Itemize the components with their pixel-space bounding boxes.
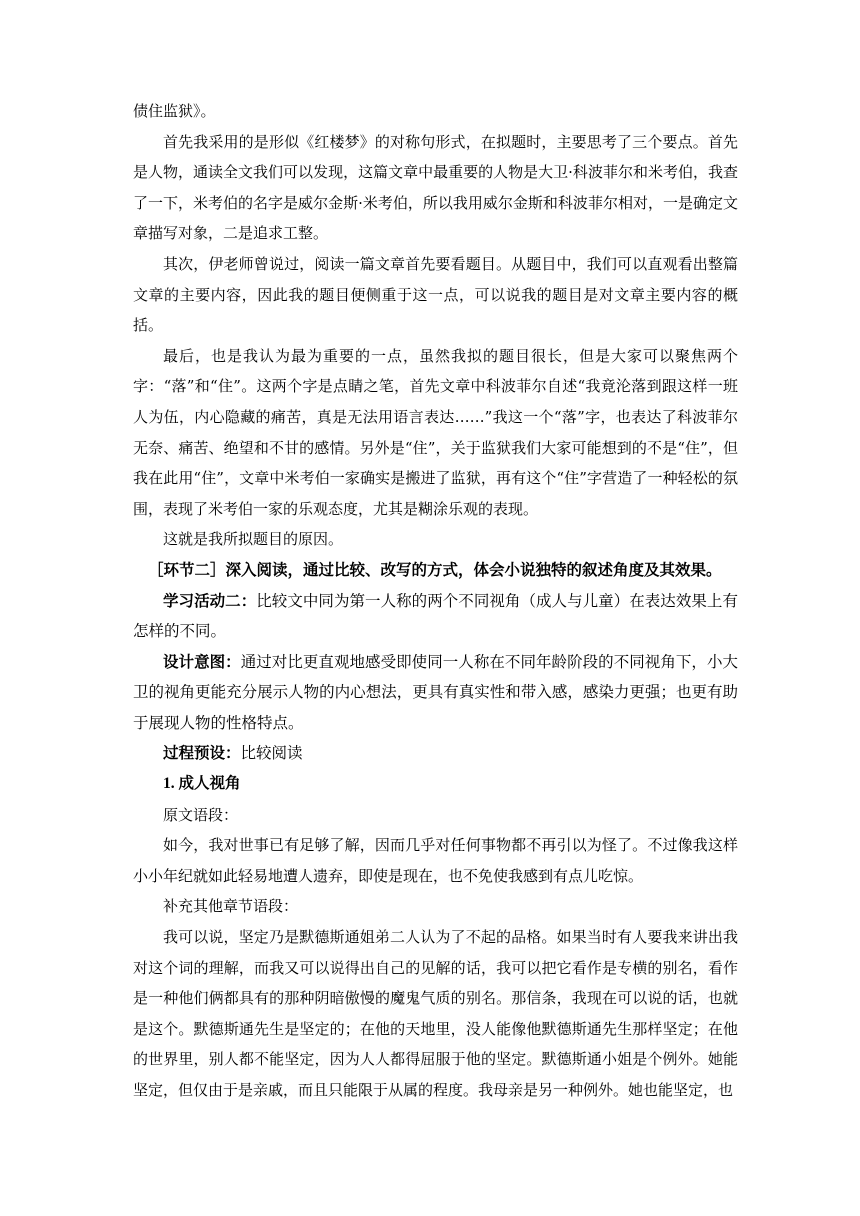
learning-activity-text: 比较文中同为第一人称的两个不同视角（成人与儿童）在表达效果上有怎样的不同。: [133, 591, 738, 641]
label-supplementary-excerpt: 补充其他章节语段：: [163, 897, 299, 916]
learning-activity-label: 学习活动二：: [163, 590, 257, 610]
design-intent: [133, 647, 738, 739]
paragraph-conclusion: 这就是我所拟题目的原因。: [163, 530, 344, 549]
paragraph-third-point: 最后，也是我认为最为重要的一点，虽然我拟的题目很长，但是大家可以聚焦两个字：“落”和“住”。这两个字是点睛之笔，首先文章中科波菲尔自述“我竟沦落到跟这样一班人为伍，内心隐藏的痛苦，真是无法用语言表达……”我这一个“落”字，也表达了科波菲尔无奈、痛苦、绝望和不甘的感情。另外是“住”，关于监狱我们大家可能想到的不是“住”，但我在此用“住”，文章中米考伯一家确实是搬进了监狱，再有这个“住”字营造了一种轻松的氛围，表现了米考伯一家的乐观态度，尤其是糊涂乐观的表现。: [133, 346, 738, 518]
quote-original-excerpt: 如今，我对世事已有足够了解，因而几乎对任何事物都不再引以为怪了。不过像我这样小小年纪就如此轻易地遭人遗弃，即使是现在，也不免使我感到有点儿吃惊。: [133, 836, 738, 885]
learning-activity-two: [133, 586, 738, 647]
design-intent-label: 设计意图：: [163, 651, 241, 671]
design-intent-text: 通过对比更直观地感受即使同一人称在不同年龄阶段的不同视角下，小大卫的视角更能充分展示人物的内心想法，更具有真实性和带入感，感染力更强；也更有助于展现人物的性格特点。: [133, 652, 738, 732]
paragraph-first-point: 首先我采用的是形似《红楼梦》的对称句形式，在拟题时，主要思考了三个要点。首先是人物，通读全文我们可以发现，这篇文章中最重要的人物是大卫·科波菲尔和米考伯，我查了一下，米考伯的名字是威尔金斯·米考伯，所以我用威尔金斯和科波菲尔相对，一是确定文章描写对象，二是追求工整。: [133, 132, 738, 243]
paragraph-continuation: 债住监狱》。: [133, 102, 216, 120]
quote-supplementary-excerpt: 我可以说，坚定乃是默德斯通姐弟二人认为了不起的品格。如果当时有人要我来讲出我对这个词的理解，而我又可以说得出自己的见解的话，我可以把它看作是专横的别名，看作是一种他们俩都具有的那种阴暗傲慢的魔鬼气质的别名。那信条，我现在可以说的话，也就是这个。默德斯通先生是坚定的；在他的天地里，没人能像他默德斯通先生那样坚定；在他的世界里，别人都不能坚定，因为人人都得屈服于他的坚定。默德斯通小姐是个例外。她能坚定，但仅由于是亲戚，而且只能限于从属的程度。我母亲是另一种例外。她也能坚定，也: [133, 928, 738, 1099]
section-heading-stage-two: ［环节二］深入阅读，通过比较、改写的方式，体会小说独特的叙述角度及其效果。: [148, 559, 722, 579]
document-body: [133, 96, 738, 1106]
process-preset-text: 比较阅读: [240, 744, 303, 763]
paragraph-second-point: 其次，伊老师曾说过，阅读一篇文章首先要看题目。从题目中，我们可以直观看出整篇文章的主要内容，因此我的题目便侧重于这一点，可以说我的题目是对文章主要内容的概括。: [133, 254, 738, 335]
label-original-excerpt: 原文语段：: [163, 805, 239, 824]
process-preset: [133, 738, 738, 769]
process-preset-label: 过程预设：: [163, 743, 241, 763]
subheading-adult-perspective: 1. 成人视角: [163, 775, 241, 793]
